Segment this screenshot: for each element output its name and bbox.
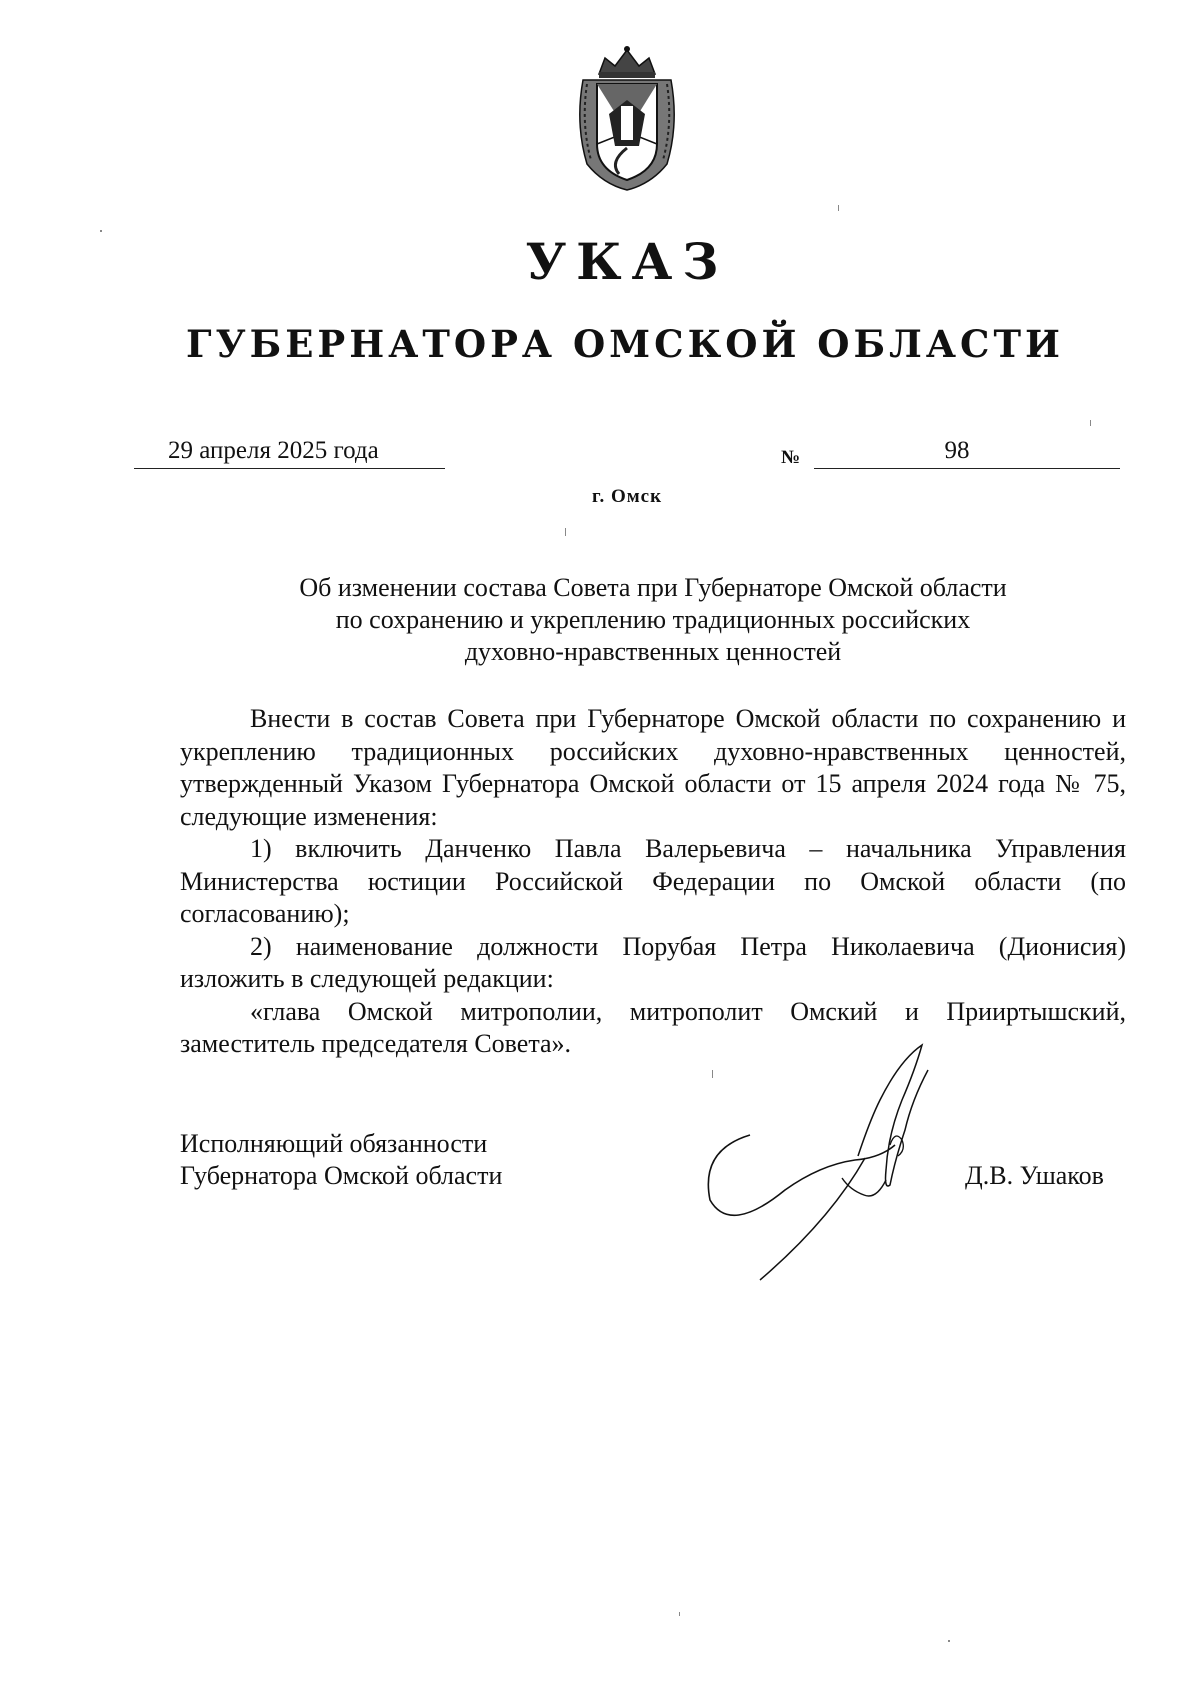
signatory-title-line: Исполняющий обязанности — [180, 1129, 488, 1158]
subject-line: Об изменении состава Совета при Губернаторе Омской области — [299, 573, 1007, 602]
document-title: УКАЗ — [525, 232, 729, 291]
scan-speck — [679, 1612, 680, 1616]
body-paragraph: 2) наименование должности Порубая Петра Николаевича (Дионисия) изложить в следующей редакции: — [180, 931, 1126, 993]
body-paragraph: 1) включить Данченко Павла Валерьевича – начальника Управления Министерства юстиции Российской Федерации по Омской области (по согласованию); — [180, 834, 1126, 928]
decree-number: 98 — [814, 436, 1120, 469]
handwritten-signature — [690, 1040, 990, 1310]
scan-speck — [712, 1070, 713, 1078]
scan-speck — [1090, 420, 1091, 426]
signatory-name: Д.В. Ушаков — [965, 1161, 1104, 1190]
body-paragraph: Внести в состав Совета при Губернаторе Омской области по сохранению и укреплению традиционных российских духовно-нравственных ценностей, утвержденный Указом Губернатора Омской области от 15 апреля 2024 года № 75, следующие изменения: — [180, 704, 1126, 831]
coat-of-arms-icon — [569, 44, 685, 192]
signatory-title — [180, 1128, 502, 1192]
signatory-title-line: Губернатора Омской области — [180, 1161, 503, 1190]
subject-line: по сохранению и укреплению традиционных российских — [335, 605, 971, 634]
document-issuer: ГУБЕРНАТОРА ОМСКОЙ ОБЛАСТИ — [186, 322, 1064, 366]
scan-speck — [565, 528, 566, 536]
subject-line: духовно-нравственных ценностей — [464, 637, 842, 666]
decree-body — [180, 703, 1126, 1061]
scan-speck — [948, 1640, 950, 1642]
decree-subject — [0, 572, 1200, 668]
number-sign: № — [781, 447, 801, 468]
scan-speck — [838, 205, 839, 211]
scan-speck — [100, 230, 102, 232]
decree-date: 29 апреля 2025 года — [134, 436, 445, 469]
body-paragraph: «глава Омской митрополии, митрополит Омский и Прииртышский, заместитель председателя Совета». — [180, 996, 1126, 1058]
decree-city: г. Омск — [591, 486, 663, 507]
